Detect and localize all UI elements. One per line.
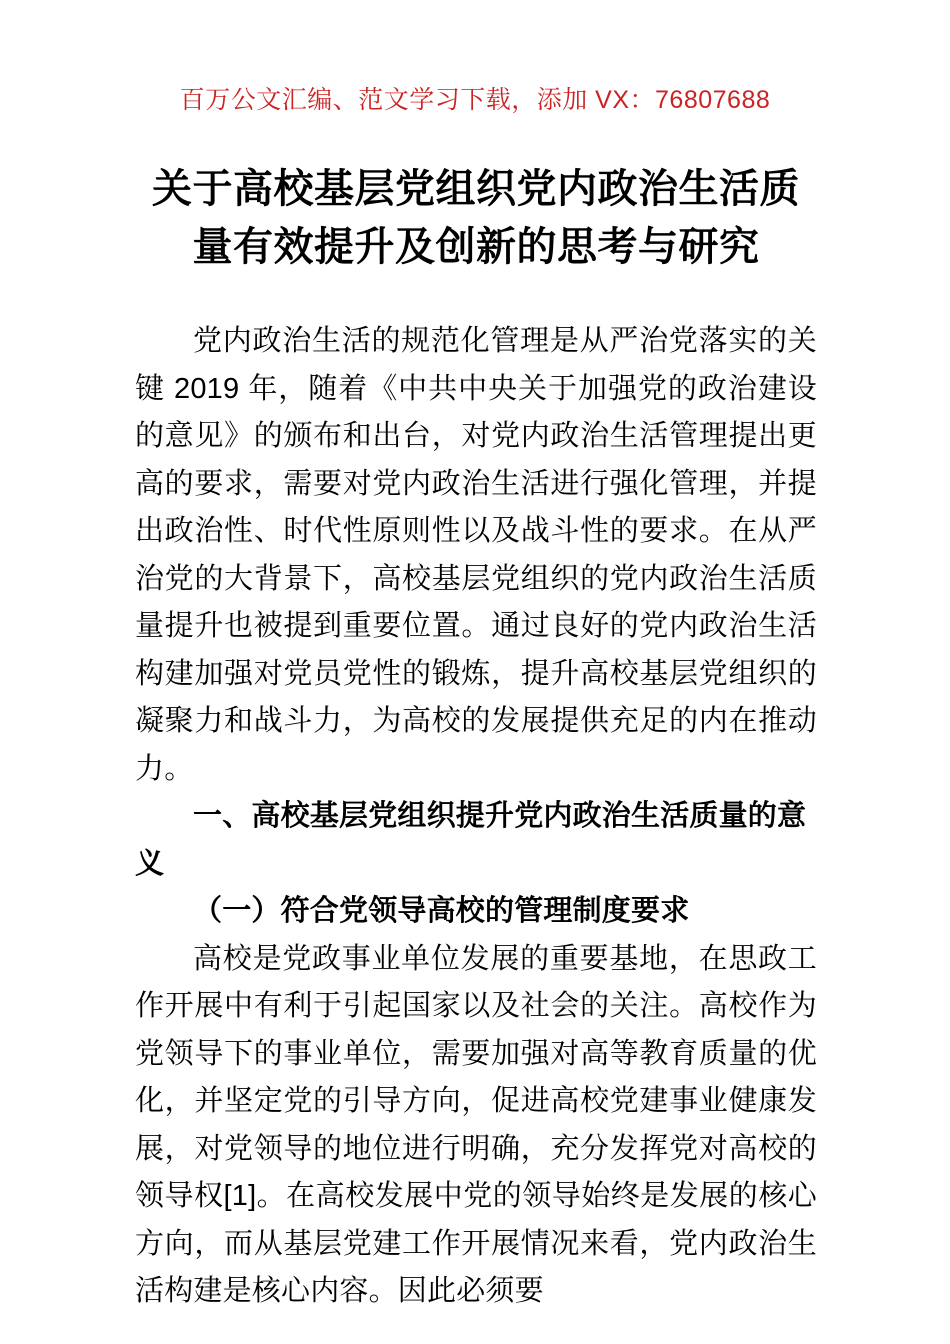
document-title: 关于高校基层党组织党内政治生活质量有效提升及创新的思考与研究 [152, 167, 800, 269]
document-content [135, 160, 817, 1316]
section-heading-1: 一、高校基层党组织提升党内政治生活质量的意义 [135, 800, 807, 880]
promo-watermark-text: 百万公文汇编、范文学习下载，添加 VX：76807688 [179, 86, 771, 114]
body-paragraph: 党内政治生活的规范化管理是从严治党落实的关键 2019 年，随着《中共中央关于加强党的政治建设的意见》的颁布和出台，对党内政治生活管理提出更高的要求，需要对党内政治生活进行强化管理，并提出政治性、时代性原则性以及战斗性的要求。在从严治党的大背景下，高校基层党组织的党内政治生活质量提升也被提到重要位置。通过良好的党内政治生活构建加强对党员党性的锻炼，提升高校基层党组织的凝聚力和战斗力，为高校的发展提供充足的内在推动力。 [135, 325, 817, 785]
body-paragraph: 高校是党政事业单位发展的重要基地，在思政工作开展中有利于引起国家以及社会的关注。高校作为党领导下的事业单位，需要加强对高等教育质量的优化，并坚定党的引导方向，促进高校党建事业健康发展，对党领导的地位进行明确，充分发挥党对高校的领导权[1]。在高校发展中党的领导始终是发展的核心方向，而从基层党建工作开展情况来看，党内政治生活构建是核心内容。因此必须要 [135, 942, 817, 1307]
subsection-heading-1-1: （一）符合党领导高校的管理制度要求 [193, 895, 690, 927]
